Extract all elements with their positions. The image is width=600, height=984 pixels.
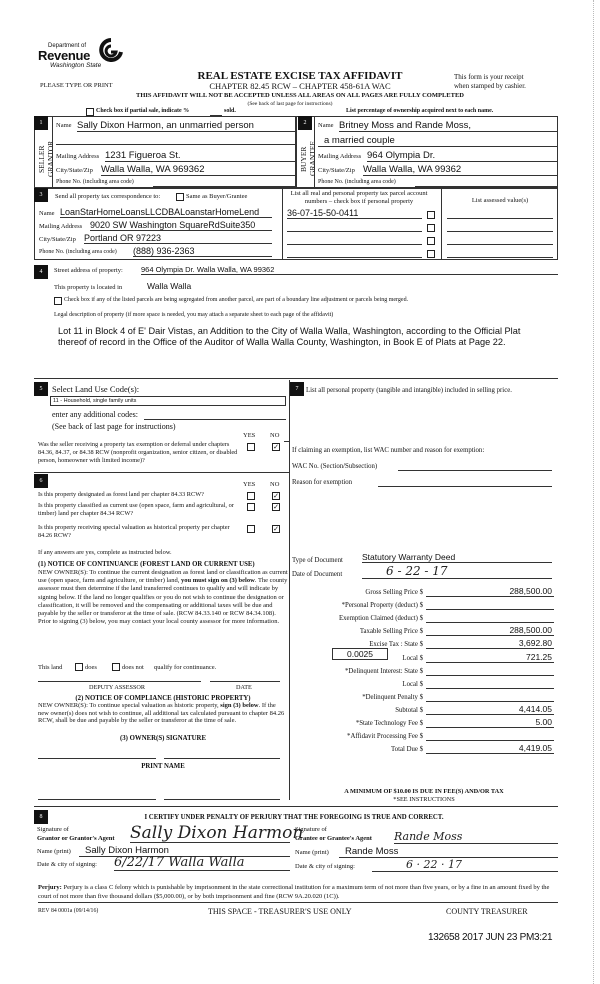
grantee-date-label: Date & city of signing:	[295, 863, 355, 870]
financial-row-label: *Personal Property (deduct) $	[341, 602, 423, 610]
seller-phone-field[interactable]	[153, 186, 295, 187]
section-3-tax-correspondence	[34, 188, 558, 260]
financial-row-label: Excise Tax : State $	[369, 641, 423, 649]
forest-land-question: Is this property designated as forest land per chapter 84.33 RCW?	[38, 491, 204, 498]
located-in-field[interactable]: Walla Walla	[147, 281, 192, 291]
assessed-value-2[interactable]	[447, 231, 553, 232]
parcel-number-1[interactable]: 36-07-15-50-0411	[287, 208, 422, 219]
financial-row-label: Local $	[402, 680, 423, 688]
section-number: 4	[34, 265, 48, 279]
personal-property-checkbox-4[interactable]	[427, 250, 435, 258]
same-as-buyer-checkbox[interactable]	[176, 193, 184, 201]
document-type-field[interactable]: Statutory Warranty Deed	[362, 552, 552, 563]
buyer-mailing-field[interactable]: 964 Olympia Dr.	[367, 150, 557, 162]
segregated-checkbox[interactable]	[54, 297, 62, 305]
grantor-date-label: Date & city of signing:	[37, 861, 97, 868]
financial-row-label: *Delinquent Penalty $	[362, 693, 423, 701]
legal-description-label: Legal description of property (if more space is needed, you may attach a separate sheet to each page of the affidavit)	[54, 312, 334, 318]
treasurer-use-label: THIS SPACE - TREASURER'S USE ONLY	[208, 907, 352, 916]
exemption-reason-field[interactable]	[378, 486, 552, 487]
financial-row-label: Taxable Selling Price $	[359, 628, 423, 636]
buyer-phone-field[interactable]	[415, 186, 557, 187]
logo-line1: Department of	[48, 43, 87, 49]
same-as-buyer-label: Same as Buyer/Grantee	[186, 193, 248, 200]
financial-row-value[interactable]: 288,500.00	[426, 625, 554, 636]
financial-row-value[interactable]	[426, 678, 554, 689]
seller-city-field[interactable]: Walla Walla, WA 969362	[101, 164, 295, 176]
owner-print-name-field-2[interactable]	[164, 799, 280, 800]
grantee-name-field[interactable]: Rande Moss	[339, 846, 558, 858]
section-7-financials	[290, 380, 558, 803]
does-qualify-checkbox[interactable]	[75, 663, 83, 671]
current-use-yes-checkbox[interactable]	[247, 503, 255, 511]
financial-row-value[interactable]: 4,419.05	[426, 743, 554, 754]
financial-row-value[interactable]: 4,414.05	[426, 704, 554, 715]
wac-number-field[interactable]	[398, 470, 552, 471]
buyer-city-label: City/State/Zip	[318, 167, 355, 174]
seller-name-label: Name	[56, 122, 72, 129]
street-address-label: Street address of property:	[54, 267, 123, 274]
logo-line3: Washington State	[50, 62, 102, 69]
grantor-signature-label-2: Grantor or Grantor's Agent	[37, 835, 115, 842]
financial-row-label: *Affidavit Processing Fee $	[347, 733, 423, 741]
located-in-label: This property is located in	[54, 284, 123, 291]
seller-name-line2[interactable]	[56, 144, 295, 145]
grantee-date-city-field[interactable]: 6 · 22 · 17	[372, 858, 558, 872]
financial-row-label: Local $	[402, 654, 423, 662]
seller-phone-label: Phone No. (including area code)	[56, 179, 134, 185]
no-header: NO	[270, 432, 280, 439]
notice-continuance-text: NEW OWNER(S): To continue the current designation as forest land or classification as current use (open space, farm and agriculture, or timber) land, you must sign on (3) below. The county assessor must then determine if the land transferred continues to qualify and will indicate by signing below. If the land no longer qualifies or you do not wish to continue the designation or classification, it will be removed and the compensating or additional taxes will be due and payable by the seller or transferor at the time of sale. (RCW 84.33.140 or RCW 84.34.108). Prior to signing (3) below, you may contact your local county assessor for more information.	[38, 569, 288, 626]
if-yes-note: If any answers are yes, complete as instructed below.	[38, 549, 172, 556]
forest-land-no-checkbox[interactable]: ✓	[273, 492, 279, 500]
this-land-label: This land	[38, 664, 63, 671]
forest-land-yes-checkbox[interactable]	[247, 492, 255, 500]
assessed-value-3[interactable]	[447, 244, 553, 245]
parcel-number-4[interactable]	[287, 257, 422, 258]
section-4-property	[34, 262, 558, 372]
grantor-signature-label-1: Signature of	[37, 826, 69, 833]
form-subtitle: CHAPTER 82.45 RCW – CHAPTER 458-61A WAC	[209, 81, 391, 91]
personal-property-checkbox-1[interactable]	[427, 211, 435, 219]
assessed-value-4[interactable]	[447, 257, 553, 258]
seller-mailing-label: Mailing Address	[56, 153, 100, 160]
does-label: does	[85, 664, 97, 671]
section-number: 7	[290, 382, 304, 396]
exemption-yes-checkbox[interactable]	[247, 443, 255, 451]
current-use-no-checkbox[interactable]: ✓	[273, 503, 279, 511]
additional-codes-label: enter any additional codes:	[52, 410, 138, 419]
grantee-signature-field[interactable]: Rande Moss	[394, 830, 558, 844]
financial-row-value[interactable]	[426, 665, 554, 676]
financial-row-label: Gross Selling Price $	[365, 589, 423, 596]
section-6-special-designation	[34, 472, 290, 802]
notice-compliance-title: (2) NOTICE OF COMPLIANCE (HISTORIC PROPERTY)	[75, 695, 251, 702]
receipt-note-1: This form is your receipt	[454, 73, 524, 81]
yes-header: YES	[243, 432, 256, 439]
section-number: 8	[34, 810, 48, 824]
seller-mailing-field[interactable]: 1231 Figueroa St.	[105, 150, 295, 162]
parcel-number-3[interactable]	[287, 244, 422, 245]
section-number: 3	[34, 188, 48, 202]
assessed-value-1[interactable]	[447, 218, 553, 219]
corr-name-field[interactable]: LoanStarHomeLoansLLCDBALoanstarHomeLend	[60, 207, 272, 218]
does-not-qualify-checkbox[interactable]	[112, 663, 120, 671]
does-not-label: does not	[122, 664, 144, 671]
see-instructions-note: *SEE INSTRUCTIONS	[393, 796, 455, 803]
receipt-note-2: when stamped by cashier.	[454, 82, 526, 90]
date-label: DATE	[236, 684, 252, 691]
partial-sale-checkbox[interactable]	[86, 108, 94, 116]
financial-row-value[interactable]	[426, 730, 554, 741]
section-1-seller	[34, 116, 296, 188]
ownership-note: List percentage of ownership acquired next to each name.	[346, 108, 494, 114]
logo-line2: Revenue	[38, 48, 91, 63]
yes-header: YES	[243, 481, 256, 488]
see-back-note: (See back of last page for instructions)	[247, 101, 333, 107]
deputy-assessor-label: DEPUTY ASSESSOR	[89, 684, 145, 691]
land-use-code-select[interactable]: 11 - Household, single family units	[50, 396, 286, 406]
financial-row-value[interactable]: 3,692.80	[426, 638, 554, 649]
grantor-date-city-field[interactable]: 6/22/17 Walla Walla	[114, 855, 290, 871]
historical-no-checkbox[interactable]: ✓	[273, 525, 279, 533]
personal-property-checkbox-3[interactable]	[427, 237, 435, 245]
document-date-field[interactable]: 6 - 22 - 17	[362, 564, 552, 579]
buyer-name-field[interactable]: Britney Moss and Rande Moss,	[339, 120, 557, 132]
certify-statement: I CERTIFY UNDER PENALTY OF PERJURY THAT THE FOREGOING IS TRUE AND CORRECT.	[144, 814, 444, 821]
corr-city-field[interactable]: Portland OR 97223	[84, 233, 272, 244]
historical-question: Is this property receiving special valuation as historical property per chapter 84.26 RCW?	[38, 524, 230, 539]
financial-row-label: *State Technology Fee $	[355, 720, 423, 727]
recording-stamp: 132658 2017 JUN 23 PM3:21	[428, 932, 553, 943]
grantor-signature-field[interactable]: Sally Dixon Harmon	[130, 823, 304, 843]
parcel-header: List all real and personal property tax parcel account numbers – check box if personal property	[290, 190, 428, 205]
assessed-header: List assessed value(s)	[471, 197, 529, 204]
form-title: REAL ESTATE EXCISE TAX AFFIDAVIT	[197, 70, 403, 82]
assessor-date-field[interactable]	[210, 681, 280, 682]
corr-city-label: City/State/Zip	[39, 236, 76, 243]
buyer-phone-label: Phone No. (including area code)	[318, 179, 396, 185]
no-header: NO	[270, 481, 280, 488]
grantee-signature-label-2: Grantee or Grantee's Agent	[295, 835, 372, 842]
owner-signature-label: (3) OWNER(S) SIGNATURE	[120, 735, 206, 742]
financial-row-value[interactable]	[426, 599, 554, 610]
corr-phone-field[interactable]: (888) 936-2363	[133, 246, 272, 257]
exemption-no-checkbox[interactable]: ✓	[273, 443, 279, 451]
logo	[38, 38, 138, 74]
owner-print-name-field-1[interactable]	[38, 799, 156, 800]
exemption-question: Was the seller receiving a property tax exemption or deferral under chapters 84.36, 84.37, or 84.38 RCW (nonprofit organization, senior citizen, or disabled person, homeowner with limited income)?	[38, 441, 238, 464]
corr-name-label: Name	[39, 210, 55, 217]
wac-number-label: WAC No. (Section/Subsection)	[292, 463, 378, 470]
please-print: PLEASE TYPE OR PRINT	[40, 82, 113, 89]
document-date-label: Date of Document	[292, 571, 343, 578]
grantor-name-field[interactable]: Sally Dixon Harmon	[79, 845, 290, 857]
document-type-label: Type of Document	[292, 557, 343, 564]
financial-row-label: Subtotal $	[395, 706, 423, 714]
section-2-buyer	[296, 116, 558, 188]
buyer-name-label: Name	[318, 122, 334, 129]
legal-description-field[interactable]: Lot 11 in Block 4 of E' Dair Vistas, an Addition to the City of Walla Walla, Washington, according to the Official Plat thereof of record in the Office of the Auditor of Walla Walla County, Washington, in Book E of Plats at Page 22.	[58, 326, 521, 347]
land-use-see-back: (See back of last page for instructions)	[52, 422, 176, 431]
section-number: 6	[34, 474, 48, 488]
seller-grantor-label: SELLER GRANTOR	[37, 140, 55, 178]
corr-phone-label: Phone No. (including area code)	[39, 249, 117, 255]
minimum-due-note: A MINIMUM OF $10.00 IS DUE IN FEE(S) AND/OR TAX	[344, 788, 504, 795]
buyer-mailing-label: Mailing Address	[318, 153, 362, 160]
warning-text: THIS AFFIDAVIT WILL NOT BE ACCEPTED UNLESS ALL AREAS ON ALL PAGES ARE FULLY COMPLETED	[136, 92, 464, 99]
revenue-logo-icon	[98, 38, 124, 62]
scan-edge	[593, 0, 594, 984]
financial-row-value[interactable]	[426, 612, 554, 623]
print-name-label: PRINT NAME	[141, 763, 185, 770]
buyer-name-line2[interactable]: a married couple	[318, 135, 557, 147]
additional-codes-field[interactable]	[144, 419, 286, 420]
qualify-label: qualify for continuance.	[154, 664, 217, 671]
parcel-number-2[interactable]	[287, 231, 422, 232]
seller-name-field[interactable]: Sally Dixon Harmon, an unmarried person	[77, 120, 295, 132]
personal-property-label: List all personal property (tangible and intangible) included in selling price.	[306, 387, 512, 394]
financial-row-label: *Delinquent Interest: State $	[345, 667, 423, 675]
buyer-grantee-label: BUYER GRANTEE	[299, 141, 317, 177]
financial-row-value[interactable]: 288,500.00	[426, 586, 554, 597]
partial-sale-label: Check box if partial sale, indicate %	[96, 108, 190, 114]
section-number: 5	[34, 382, 48, 396]
financial-row-value[interactable]: 5.00	[426, 717, 554, 728]
grantee-signature-label-1: Signature of	[295, 826, 327, 833]
financial-row-value[interactable]: 721.25	[426, 652, 554, 663]
section-8-certification	[34, 806, 558, 881]
seller-city-label: City/State/Zip	[56, 167, 93, 174]
grantor-name-label: Name (print)	[37, 848, 71, 855]
segregated-label: Check box if any of the listed parcels are being segregated from another parcel, are part of a boundary line adjustment or parcels being merged.	[64, 297, 409, 303]
partial-sale-suffix: sold.	[224, 108, 236, 114]
notice-continuance-title: (1) NOTICE OF CONTINUANCE (FOREST LAND OR CURRENT USE)	[38, 561, 255, 568]
county-treasurer-label: COUNTY TREASURER	[446, 907, 528, 916]
buyer-city-field[interactable]: Walla Walla, WA 99362	[363, 164, 557, 176]
section-number: 1	[34, 116, 48, 130]
perjury-notice: Perjury: Perjury is a class C felony which is punishable by imprisonment in the state correctional institution for a maximum term of not more than five years, or by a fine in an amount fixed by the court of not more than five thousand dollars ($5,000.00), or by both imprisonment and fine (RCW 9A.20.020 (1C)).	[38, 884, 558, 903]
financial-row-label: Total Due $	[391, 746, 423, 754]
corr-mailing-field[interactable]: 9020 SW Washington SquareRdSuite350	[90, 220, 272, 231]
owner-signature-field-2[interactable]	[164, 758, 280, 759]
section-number: 2	[298, 116, 312, 130]
corr-mailing-label: Mailing Address	[39, 223, 83, 230]
land-use-title: Select Land Use Code(s):	[52, 384, 140, 394]
exemption-claim-label: If claiming an exemption, list WAC number and reason for exemption:	[292, 447, 485, 454]
current-use-question: Is this property classified as current use (open space, farm and agricultural, or timber) land per chapter 84.34 RCW?	[38, 502, 234, 517]
street-address-field[interactable]: 964 Olympia Dr. Walla Walla, WA 99362	[141, 265, 558, 275]
form-number: REV 84 0001a (09/14/16)	[38, 908, 99, 914]
local-rate-field[interactable]: 0.0025	[332, 648, 388, 660]
exemption-reason-label: Reason for exemption	[292, 479, 353, 486]
historical-yes-checkbox[interactable]	[247, 525, 255, 533]
notice-compliance-text: NEW OWNER(S): To continue special valuation as historic property, sign (3) below. If the new owner(s) does not wish to continue, all additional tax calculated pursuant to chapter 84.26 RCW, shall be due and payable by the seller or transferor at the time of sale.	[38, 702, 285, 725]
financial-row-label: Exemption Claimed (deduct) $	[339, 615, 423, 623]
personal-property-checkbox-2[interactable]	[427, 224, 435, 232]
financial-row-value[interactable]	[426, 691, 554, 702]
section-5-land-use	[34, 380, 290, 470]
deputy-assessor-signature[interactable]	[38, 681, 201, 682]
send-correspondence-label: Send all property tax correspondence to:	[55, 193, 161, 200]
owner-signature-field-1[interactable]	[38, 758, 156, 759]
grantee-name-label: Name (print)	[295, 849, 329, 856]
